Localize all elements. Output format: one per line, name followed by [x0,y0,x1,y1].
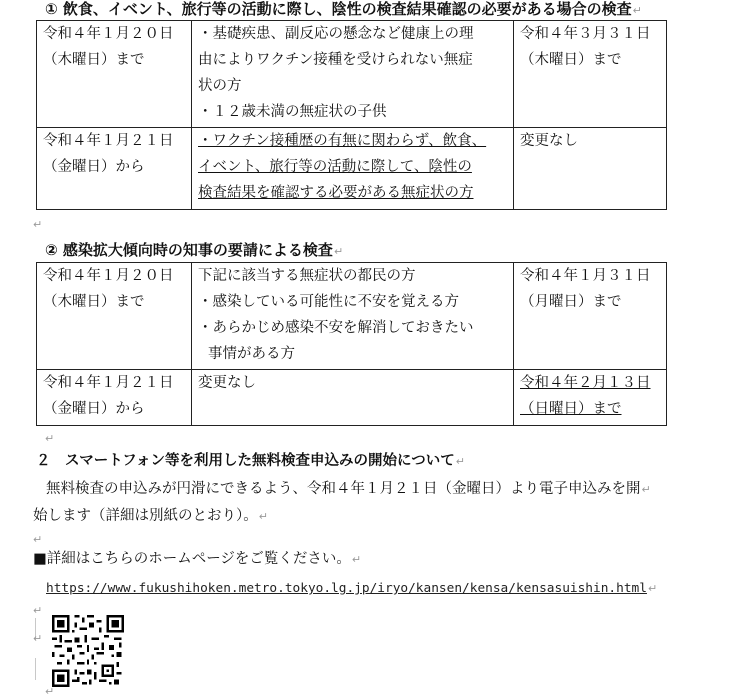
homepage-url[interactable]: https://www.fukushihoken.metro.tokyo.lg.jp/iryo/kansen/kensa/kensasuishin.html↵ [46,581,658,596]
table-cell-end: 令和４年１月３１日 （月曜日）まで [514,263,667,370]
text-frame-bar [35,658,36,680]
table-cell-end: 令和４年３月３１日 （木曜日）まで [514,21,667,128]
table-cell-end: 変更なし [514,128,667,210]
table-row [37,263,667,370]
qr-code-icon [52,615,124,687]
table-cell-period: 令和４年１月２０日 （木曜日）まで [37,21,192,128]
paragraph-mark: ↵ [45,432,55,445]
section2-title: ② 感染拡大傾向時の知事の要請による検査↵ [45,241,344,259]
paragraph-mark: ↵ [33,632,43,645]
notice-body-line2: 始します（詳細は別紙のとおり）。↵ [33,508,268,524]
paragraph-mark: ↵ [33,604,43,617]
paragraph-mark: ↵ [33,533,43,546]
table-cell-target: 下記に該当する無症状の都民の方 ・感染している可能性に不安を覚える方 ・あらかじめ感染不安を解消しておきたい 事情がある方 [192,263,514,370]
table-cell-period: 令和４年１月２１日 （金曜日）から [37,128,192,210]
table-cell-period: 令和４年１月２０日 （木曜日）まで [37,263,192,370]
table-row [37,21,667,128]
section2-table [36,262,667,426]
paragraph-mark: ↵ [45,685,55,698]
section1-title: ① 飲食、イベント、旅行等の活動に際し、陰性の検査結果確認の必要がある場合の検査↵ [45,0,642,18]
table-cell-period: 令和４年１月２１日 （金曜日）から [37,370,192,426]
table-cell-target: ・ワクチン接種歴の有無に関わらず、飲食、 イベント、旅行等の活動に際して、陰性の 検査結果を確認する必要がある無症状の方 [192,128,514,210]
section1-table [36,20,667,210]
table-cell-target: 変更なし [192,370,514,426]
notice-body-line1: 無料検査の申込みが円滑にできるよう、令和４年１月２１日（金曜日）より電子申込みを開↵ [46,481,651,497]
more-info-text: ■詳細はこちらのホームページをご覧ください。↵ [33,551,362,567]
table-cell-end: 令和４年２月１３日 （日曜日）まで [514,370,667,426]
table-cell-target: ・基礎疾患、副反応の懸念など健康上の理 由によりワクチン接種を受けられない無症 状の方 ・１２歳未満の無症状の子供 [192,21,514,128]
notice-heading: ２ スマートフォン等を利用した無料検査申込みの開始について↵ [36,453,465,469]
paragraph-mark: ↵ [33,218,43,231]
table-row [37,370,667,426]
table-row [37,128,667,210]
